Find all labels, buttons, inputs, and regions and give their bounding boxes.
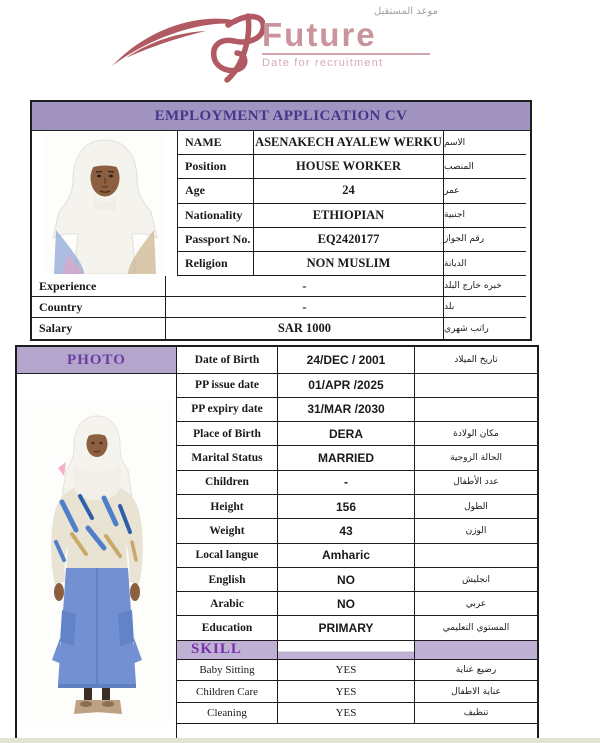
logo-divider bbox=[262, 53, 430, 55]
field-label: Country bbox=[32, 297, 166, 318]
field-label: Local langue bbox=[177, 544, 278, 567]
field-value: Amharic bbox=[278, 544, 415, 567]
field-label: Nationality bbox=[178, 204, 254, 228]
skill-label-arabic: رضيع عناية bbox=[455, 665, 497, 676]
field-label-arabic: مكان الولادة bbox=[453, 428, 499, 439]
field-value: - bbox=[278, 471, 415, 494]
field-label-arabic: الطول bbox=[464, 501, 488, 512]
field-value: SAR 1000 bbox=[166, 318, 444, 339]
field-label-arabic: المنصب bbox=[444, 155, 526, 179]
field-value: 24/DEC / 2001 bbox=[278, 347, 415, 373]
skill-label-arabic: تنظيف bbox=[463, 708, 489, 719]
field-value: HOUSE WORKER bbox=[254, 155, 444, 179]
fullbody-photo-cell bbox=[17, 374, 176, 738]
field-label-arabic: انجليش bbox=[462, 574, 490, 585]
field-label: Date of Birth bbox=[177, 347, 278, 373]
field-value: - bbox=[166, 276, 444, 297]
applicant-fullbody-photo bbox=[22, 402, 172, 722]
field-label-arabic: بلد bbox=[444, 297, 526, 318]
field-value: ASENAKECH AYALEW WERKU bbox=[254, 131, 444, 155]
empty-row bbox=[177, 724, 537, 738]
field-label: Education bbox=[177, 616, 278, 639]
field-value: ETHIOPIAN bbox=[254, 204, 444, 228]
field-label: NAME bbox=[178, 131, 254, 155]
field-label: PP issue date bbox=[177, 374, 278, 397]
page-bottom-strip bbox=[0, 738, 600, 743]
field-value: 156 bbox=[278, 495, 415, 518]
field-label: Height bbox=[177, 495, 278, 518]
skill-value: YES bbox=[278, 681, 415, 702]
field-label-arabic: الوزن bbox=[465, 525, 487, 536]
field-value: NO bbox=[278, 592, 415, 615]
skill-label: Baby Sitting bbox=[177, 660, 278, 681]
skill-section-header: SKILL bbox=[177, 641, 278, 659]
field-label: Experience bbox=[32, 276, 166, 297]
agency-name-arabic: موعد المستقبل bbox=[373, 6, 438, 17]
photo-section-header: PHOTO bbox=[17, 347, 176, 374]
skill-label-arabic: عناية الاطفال bbox=[451, 686, 501, 697]
field-value: 24 bbox=[254, 179, 444, 203]
field-label-arabic: تاريخ الميلاد bbox=[454, 354, 498, 365]
skill-header-spacer bbox=[415, 641, 537, 659]
field-value: MARRIED bbox=[278, 446, 415, 469]
field-label-arabic bbox=[415, 398, 537, 421]
field-label: Children bbox=[177, 471, 278, 494]
field-value: 43 bbox=[278, 519, 415, 542]
agency-logo bbox=[110, 4, 440, 92]
skill-value: YES bbox=[278, 660, 415, 681]
field-label-arabic: الديانة bbox=[444, 252, 526, 276]
field-label: Salary bbox=[32, 318, 166, 339]
field-label: Arabic bbox=[177, 592, 278, 615]
field-label: Weight bbox=[177, 519, 278, 542]
field-label: Passport No. bbox=[178, 228, 254, 252]
field-label-arabic: رقم الجواز bbox=[444, 228, 526, 252]
field-label: Age bbox=[178, 179, 254, 203]
portrait-photo-cell bbox=[32, 131, 178, 276]
agency-tagline: Date for recruitment bbox=[262, 57, 384, 69]
field-label-arabic bbox=[415, 544, 537, 567]
skill-header-spacer bbox=[278, 641, 415, 659]
field-label-arabic bbox=[415, 374, 537, 397]
agency-logo-swoosh-icon bbox=[110, 8, 265, 90]
field-value: 01/APR /2025 bbox=[278, 374, 415, 397]
skill-value: YES bbox=[278, 703, 415, 724]
agency-name: Future bbox=[262, 16, 377, 53]
field-value: PRIMARY bbox=[278, 616, 415, 639]
field-label-arabic: خبره خارج البلد bbox=[444, 276, 526, 297]
field-label: Marital Status bbox=[177, 446, 278, 469]
field-label-arabic: راتب شهري bbox=[444, 323, 489, 334]
field-label: PP expiry date bbox=[177, 398, 278, 421]
cv-title-bar: EMPLOYMENT APPLICATION CV bbox=[32, 102, 530, 131]
field-value: NON MUSLIM bbox=[254, 252, 444, 276]
field-value: DERA bbox=[278, 422, 415, 445]
application-table bbox=[30, 100, 532, 341]
field-value: NO bbox=[278, 568, 415, 591]
field-label-arabic: المستوي التعليمي bbox=[442, 623, 510, 634]
field-label-arabic: عربي bbox=[465, 598, 487, 609]
field-label-arabic: عمر bbox=[444, 179, 526, 203]
details-table bbox=[15, 345, 539, 738]
field-label: Religion bbox=[178, 252, 254, 276]
field-label: Place of Birth bbox=[177, 422, 278, 445]
applicant-portrait-photo bbox=[44, 134, 166, 274]
field-label-arabic: الحالة الزوجية bbox=[450, 453, 502, 464]
field-label-arabic: عدد الأطفال bbox=[453, 477, 499, 488]
field-label-arabic: الاسم bbox=[444, 131, 526, 155]
field-label: English bbox=[177, 568, 278, 591]
field-label-arabic: اجنبية bbox=[444, 204, 526, 228]
field-value: 31/MAR /2030 bbox=[278, 398, 415, 421]
field-value: - bbox=[166, 297, 444, 318]
field-label: Position bbox=[178, 155, 254, 179]
skill-label: Cleaning bbox=[177, 703, 278, 724]
field-value: EQ2420177 bbox=[254, 228, 444, 252]
skill-label: Children Care bbox=[177, 681, 278, 702]
